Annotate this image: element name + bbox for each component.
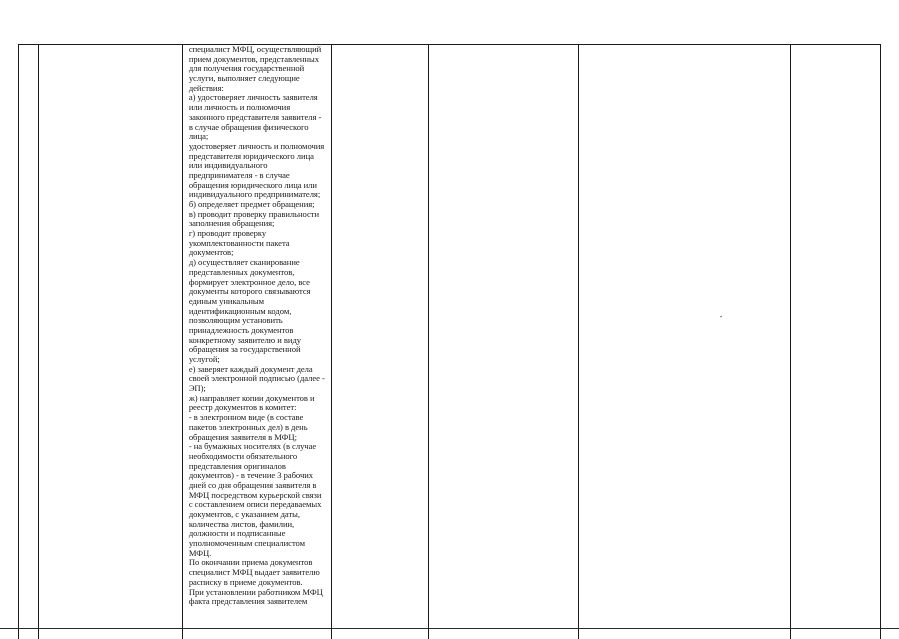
text-line: представленных документов, — [188, 266, 295, 277]
text-line: б) определяет предмет обращения; — [188, 199, 315, 209]
table-column-2 — [39, 45, 183, 639]
text-line: При установлении работником МФЦ — [188, 586, 323, 597]
text-line: - на бумажных носителях (в случае — [188, 441, 317, 452]
text-line: индивидуального предпринимателя; — [188, 189, 321, 200]
text-line: специалист МФЦ, осуществляющий — [188, 45, 322, 54]
text-line: реестр документов в комитет: — [188, 402, 297, 413]
text-line: пакетов электронных дел) в день — [188, 421, 308, 432]
text-line: По окончании приема документов — [188, 557, 313, 568]
text-line: должности и подписанные — [188, 528, 286, 539]
text-line: или индивидуального — [188, 160, 268, 171]
text-line: представления оригиналов — [188, 460, 286, 471]
text-line: позволяющим установить — [188, 315, 283, 326]
table-column-7 — [791, 45, 881, 639]
text-line: уполномоченным специалистом — [188, 538, 306, 549]
text-line: в случае обращения физического — [188, 121, 309, 132]
table-column-5 — [429, 45, 580, 639]
text-line: обращения за государственной — [188, 344, 301, 355]
text-line: д) осуществляет сканирование — [188, 257, 300, 268]
text-line: дней со дня обращения заявителя в — [188, 479, 317, 490]
text-line: обращения юридического лица или — [188, 179, 317, 190]
text-line: документов, с указанием даты, — [188, 509, 300, 519]
text-line: - в электронном виде (в составе — [188, 412, 304, 423]
table — [18, 44, 881, 639]
text-line: специалист МФЦ выдает заявителю — [188, 567, 320, 578]
text-line: в) проводит проверку правильности — [188, 208, 320, 219]
text-line: обращения заявителя в МФЦ; — [188, 431, 297, 442]
text-line: или личность и полномочия — [188, 102, 291, 113]
text-line: ЭП); — [188, 383, 206, 394]
text-line: единым уникальным — [188, 295, 265, 306]
text-line: идентификационным кодом, — [188, 305, 292, 316]
text-line: услуги, выполняет следующие — [188, 73, 300, 84]
text-line: документы которого связываются — [188, 286, 311, 297]
text-line: МФЦ. — [188, 547, 212, 558]
text-line: необходимости обязательного — [188, 450, 298, 461]
text-line: ж) направляет копии документов и — [188, 392, 315, 403]
text-line: действия: — [188, 82, 224, 93]
text-line: заполнения обращения; — [188, 218, 275, 229]
text-line: укомплектованности пакета — [188, 237, 290, 248]
table-column-6 — [579, 45, 791, 639]
text-line: факта представления заявителем — [188, 596, 308, 607]
text-line: законного представителя заявителя - — [188, 111, 322, 122]
text-line: конкретному заявителю и виду — [188, 334, 302, 345]
text-line: с составлением описи передаваемых — [188, 499, 322, 510]
text-line: документов) - в течение 3 рабочих — [188, 470, 314, 481]
text-line: лица; — [188, 131, 209, 142]
text-line: МФЦ посредством курьерской связи — [188, 489, 322, 500]
text-line: представителя юридического лица — [188, 150, 314, 161]
table-column-1 — [19, 45, 39, 639]
text-line: прием документов, представленных — [188, 53, 319, 64]
text-line: формирует электронное дело, все — [188, 276, 310, 287]
text-line: предпринимателя - в случае — [188, 169, 290, 180]
page-bottom-rule — [0, 628, 899, 629]
text-line: услугой; — [188, 354, 220, 364]
text-line: расписку в приеме документов. — [188, 576, 303, 587]
text-line: количества листов, фамилии, — [188, 518, 295, 529]
text-line: своей электронной подписью (далее - — [188, 373, 325, 384]
text-line: документов; — [188, 247, 234, 258]
text-line: г) проводит проверку — [188, 228, 267, 239]
text-line: удостоверяет личность и полномочия — [188, 140, 325, 151]
table-column-procedure-text — [183, 45, 332, 639]
text-line: принадлежность документов — [188, 324, 294, 335]
text-line: для получения государственной — [188, 63, 305, 74]
table-column-4 — [332, 45, 429, 639]
text-line: е) заверяет каждый документ дела — [188, 363, 313, 374]
text-line: а) удостоверяет личность заявителя — [188, 92, 318, 103]
